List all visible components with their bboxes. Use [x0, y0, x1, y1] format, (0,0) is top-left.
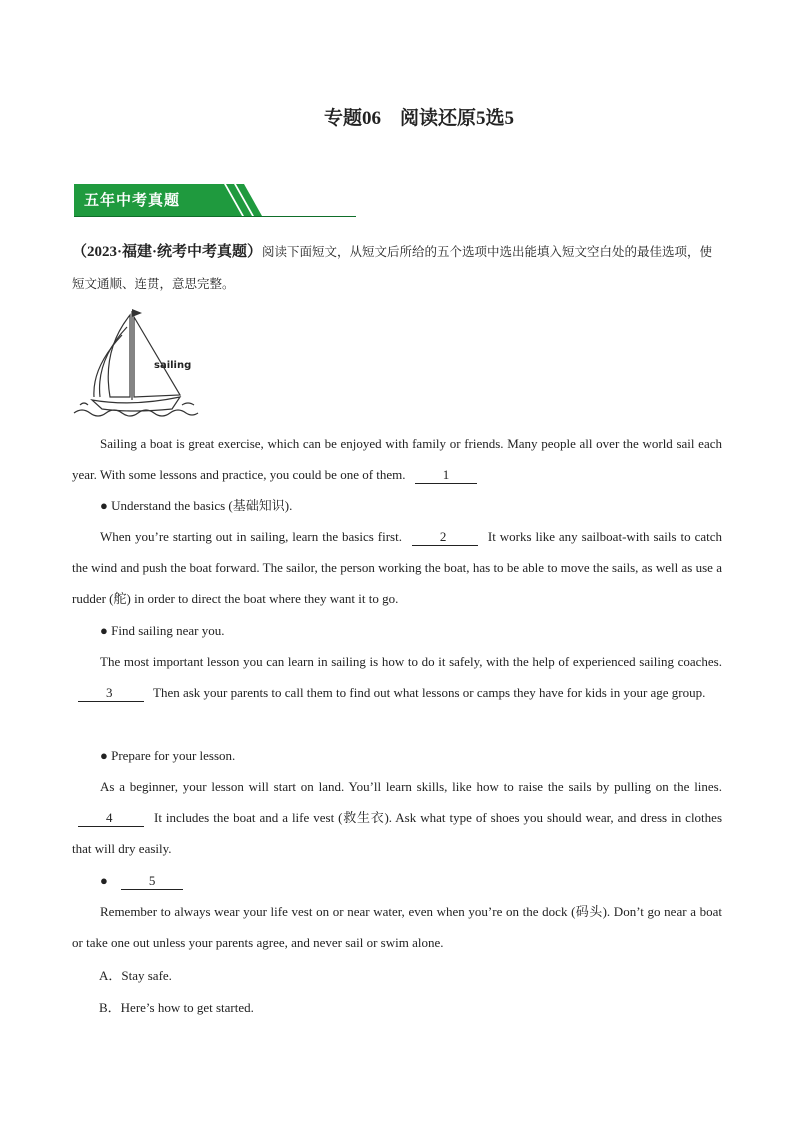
- image-label: sailing: [154, 360, 192, 371]
- heading-find: ● Find sailing near you.: [100, 623, 225, 638]
- sailboat-image: [72, 305, 202, 420]
- paragraph-2: When you’re starting out in sailing, learn the basics first. 2 It works like any sailboat-with sails to catch the wind and push the boat forward. The sailor, the person working the boat, has to be able to move the sails, as well as use a rudder (舵) in order to direct the boat where they want it to go.: [72, 529, 722, 606]
- page-title: 专题06 阅读还原5选5: [323, 108, 514, 129]
- section-label: 五年中考真题: [84, 191, 181, 209]
- heading-prepare: ● Prepare for your lesson.: [100, 748, 236, 763]
- instruction-text: 阅读下面短文，从短文后所给的五个选项中选出能填入短文空白处的最佳选项，使短文通顺、连贯，意思完整。: [72, 244, 713, 291]
- source-tag: （2023·福建·统考中考真题）: [72, 244, 263, 260]
- blank-1[interactable]: 1: [415, 466, 477, 484]
- heading-basics: ● Understand the basics (基础知识).: [100, 498, 293, 513]
- paragraph-5: Remember to always wear your life vest on or near water, even when you’re on the dock (码头). Don’t go near a boat or take one out unless your parents agree, and never sail or swim alone.: [72, 904, 722, 950]
- section-banner: [74, 184, 356, 217]
- option-a: A．Stay safe.: [99, 968, 172, 983]
- paragraph-4: As a beginner, your lesson will start on land. You’ll learn skills, like how to raise the sails by pulling on the lines. 4 It includes the boat and a life vest (救生衣). Ask what type of shoes you should wear, and dress in clothes that will dry easily.: [72, 779, 722, 856]
- blank-5[interactable]: 5: [121, 872, 183, 890]
- blank-4[interactable]: 4: [78, 809, 144, 827]
- option-b: B．Here’s how to get started.: [99, 1000, 254, 1015]
- paragraph-1: Sailing a boat is great exercise, which can be enjoyed with family or friends. Many people all over the world sail each year. With some lessons and practice, you could be one of them. 1: [72, 436, 722, 482]
- blank-2[interactable]: 2: [412, 528, 478, 546]
- intro-paragraph: [72, 236, 722, 299]
- heading-5: ● 5: [100, 865, 700, 896]
- paragraph-3: The most important lesson you can learn in sailing is how to do it safely, with the help of experienced sailing coaches. 3 Then ask your parents to call them to find out what lessons or camps they have for kids in your age group.: [72, 646, 722, 708]
- blank-3[interactable]: 3: [78, 684, 144, 702]
